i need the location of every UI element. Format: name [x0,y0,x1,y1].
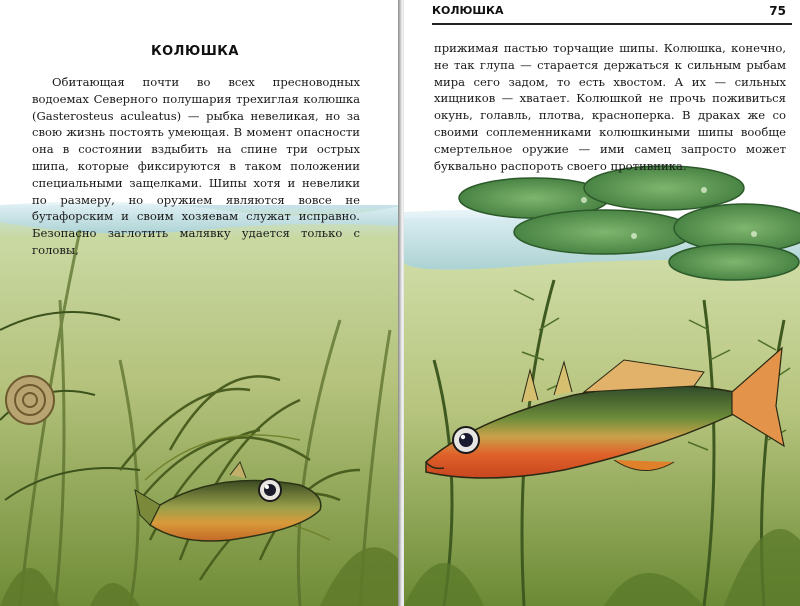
article-paragraph-left: Обитающая почти во всех пресноводных водоемах Северного полушария трехиглая колюшка (Gasterosteus aculeatus) — рыбка невеликая, но за свою жизнь постоять умеющая. В момент опасности она в состоянии вздыбить на спине три острых шипа, которые фиксируются в таком положении специальными защелками. Шипы хотя и невелики по размеру, но оружием являются вовсе не бутафорским и своим хозяевам служат исправно. Безопасно заглотить малявку удается только с головы, [32,75,360,257]
running-header [404,0,800,24]
article-paragraph-right: прижимая пастью торчащие шипы. Колюшка, конечно, не так глупа — старается держаться к сильным рыбам мира сего задом, то есть хвостом. А их — сильных хищников — хватает. Колюшкой не прочь поживиться окунь, голавль, плотва, красноперка. В драках же со своими соплеменниками колюшкиными шипы вообще смертельное оружие — ими самец запросто может буквально распороть своего противника. [434,41,786,173]
article-title: КОЛЮШКА [151,44,239,59]
page-number: 75 [769,4,786,18]
header-rule [432,23,792,25]
right-page [404,0,800,606]
snail-icon [6,376,54,424]
running-head-title: КОЛЮШКА [432,4,504,17]
